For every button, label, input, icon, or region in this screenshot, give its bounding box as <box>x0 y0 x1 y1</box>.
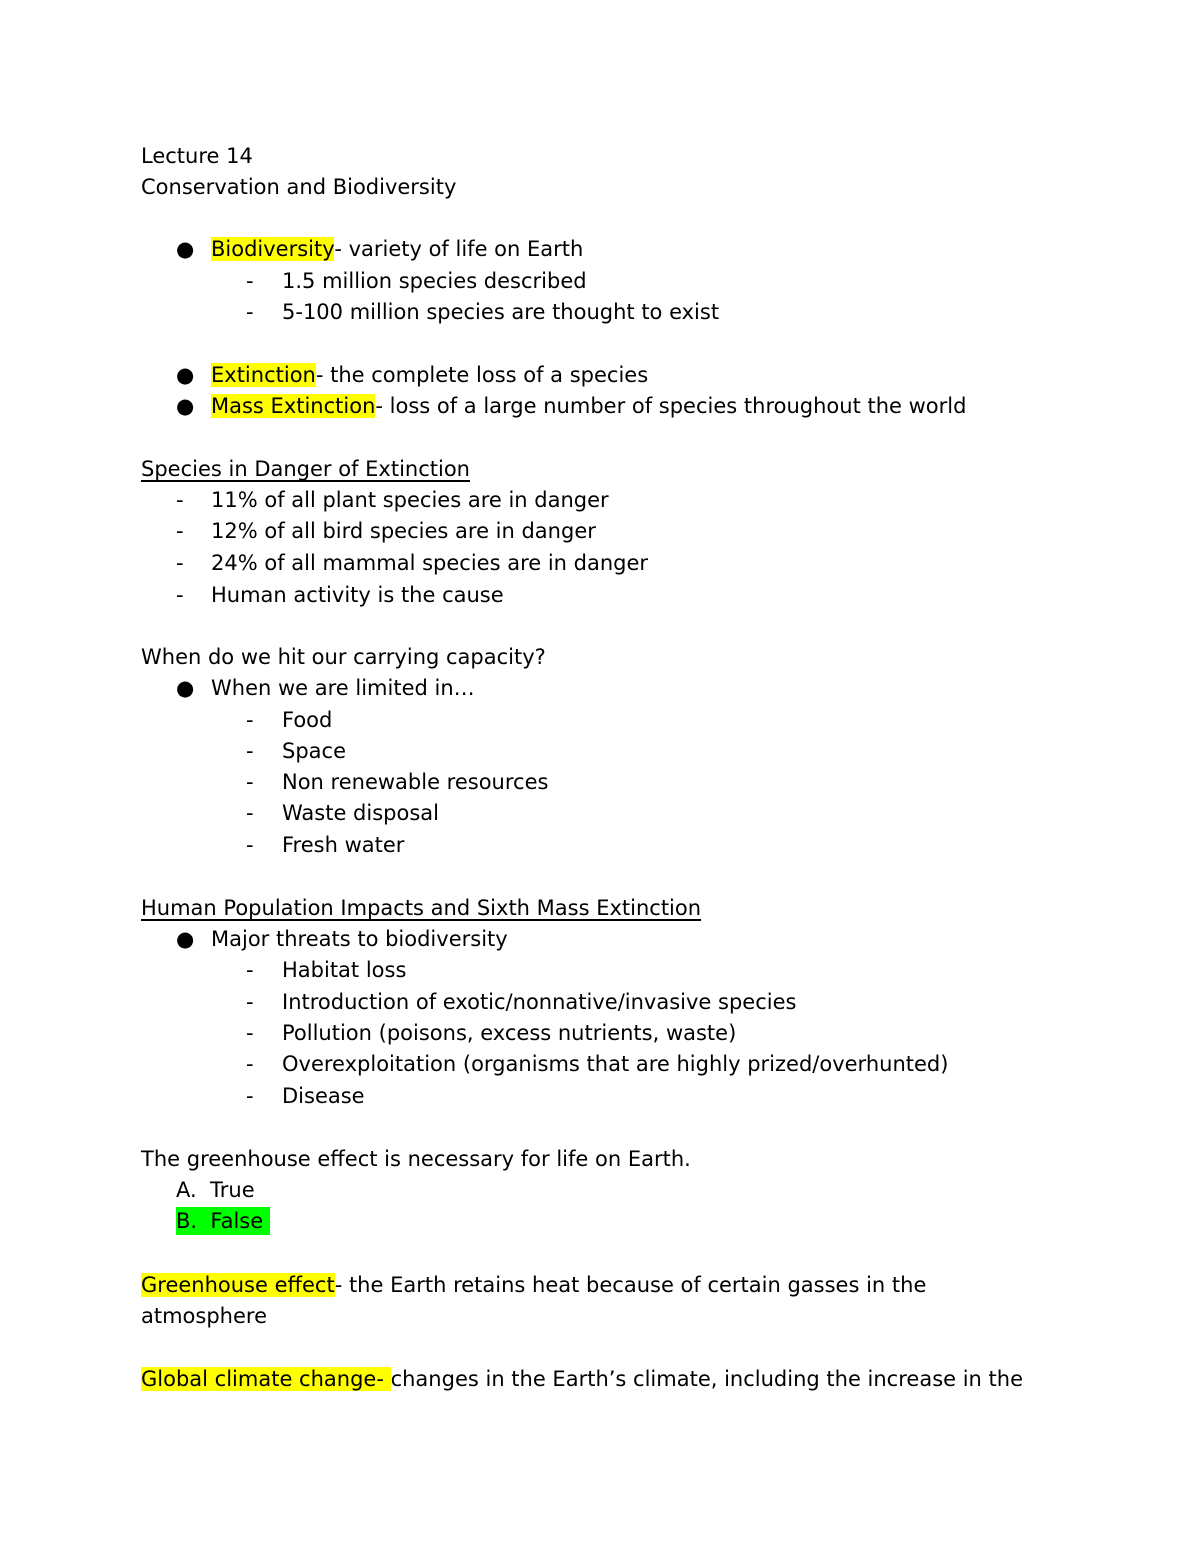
bullet-icon: ● <box>176 927 195 951</box>
list-item-text: Human activity is the cause <box>211 583 504 607</box>
sub-item: Waste disposal <box>282 801 439 825</box>
list-item-text: When we are limited in… <box>211 676 475 700</box>
sub-item: Disease <box>282 1084 365 1108</box>
lecture-title: Lecture 14 <box>141 144 253 168</box>
sub-item: 5-100 million species are thought to exist <box>282 300 720 324</box>
term-mass-extinction: Mass Extinction <box>211 394 376 418</box>
definition-line <box>211 361 648 389</box>
sub-item: Fresh water <box>282 833 405 857</box>
sub-item: Overexploitation (organisms that are highly prized/overhunted) <box>282 1052 949 1076</box>
list-item-text: Major threats to biodiversity <box>211 927 508 951</box>
definition-text: - the Earth retains heat because of certain gasses in the <box>334 1273 927 1297</box>
dash-icon: - <box>246 1021 254 1045</box>
dash-icon: - <box>246 801 254 825</box>
section-heading: Human Population Impacts and Sixth Mass Extinction <box>141 896 702 920</box>
definition-continuation: atmosphere <box>141 1304 267 1328</box>
term-biodiversity: Biodiversity <box>211 237 335 261</box>
dash-icon: - <box>176 583 184 607</box>
sub-item: 1.5 million species described <box>282 269 587 293</box>
dash-icon: - <box>246 1084 254 1108</box>
dash-icon: - <box>246 990 254 1014</box>
bullet-icon: ● <box>176 676 195 700</box>
definition-text: - variety of life on Earth <box>334 237 584 261</box>
dash-icon: - <box>246 300 254 324</box>
list-item-text: 12% of all bird species are in danger <box>211 519 596 543</box>
bullet-icon: ● <box>176 237 195 261</box>
quiz-option-a: A. True <box>176 1178 255 1202</box>
dash-icon: - <box>176 519 184 543</box>
sub-item: Food <box>282 708 333 732</box>
dash-icon: - <box>176 488 184 512</box>
dash-icon: - <box>246 833 254 857</box>
quiz-question: The greenhouse effect is necessary for life on Earth. <box>141 1147 691 1171</box>
dash-icon: - <box>246 708 254 732</box>
definition-line <box>211 235 583 263</box>
sub-item: Space <box>282 739 346 763</box>
dash-icon: - <box>176 551 184 575</box>
dash-icon: - <box>246 269 254 293</box>
sub-item: Non renewable resources <box>282 770 549 794</box>
definition-line <box>141 1271 926 1299</box>
definition-text: changes in the Earth’s climate, including the increase in the <box>390 1367 1024 1391</box>
bullet-icon: ● <box>176 363 195 387</box>
quiz-option-b: B. False <box>176 1209 270 1233</box>
sub-item: Pollution (poisons, excess nutrients, waste) <box>282 1021 737 1045</box>
term-greenhouse-effect: Greenhouse effect <box>141 1273 335 1297</box>
dash-icon: - <box>246 1052 254 1076</box>
definition-line <box>141 1365 1023 1393</box>
question-text: When do we hit our carrying capacity? <box>141 645 546 669</box>
bullet-icon: ● <box>176 394 195 418</box>
lecture-subtitle: Conservation and Biodiversity <box>141 175 457 199</box>
term-global-climate-change: Global climate change- <box>141 1367 391 1391</box>
list-item-text: 24% of all mammal species are in danger <box>211 551 649 575</box>
sub-item: Introduction of exotic/nonnative/invasive species <box>282 990 797 1014</box>
section-heading: Species in Danger of Extinction <box>141 457 470 481</box>
definition-line <box>211 392 966 420</box>
list-item-text: 11% of all plant species are in danger <box>211 488 609 512</box>
term-extinction: Extinction <box>211 363 316 387</box>
dash-icon: - <box>246 958 254 982</box>
definition-text: - the complete loss of a species <box>315 363 649 387</box>
definition-text: - loss of a large number of species throughout the world <box>375 394 967 418</box>
sub-item: Habitat loss <box>282 958 407 982</box>
dash-icon: - <box>246 739 254 763</box>
dash-icon: - <box>246 770 254 794</box>
